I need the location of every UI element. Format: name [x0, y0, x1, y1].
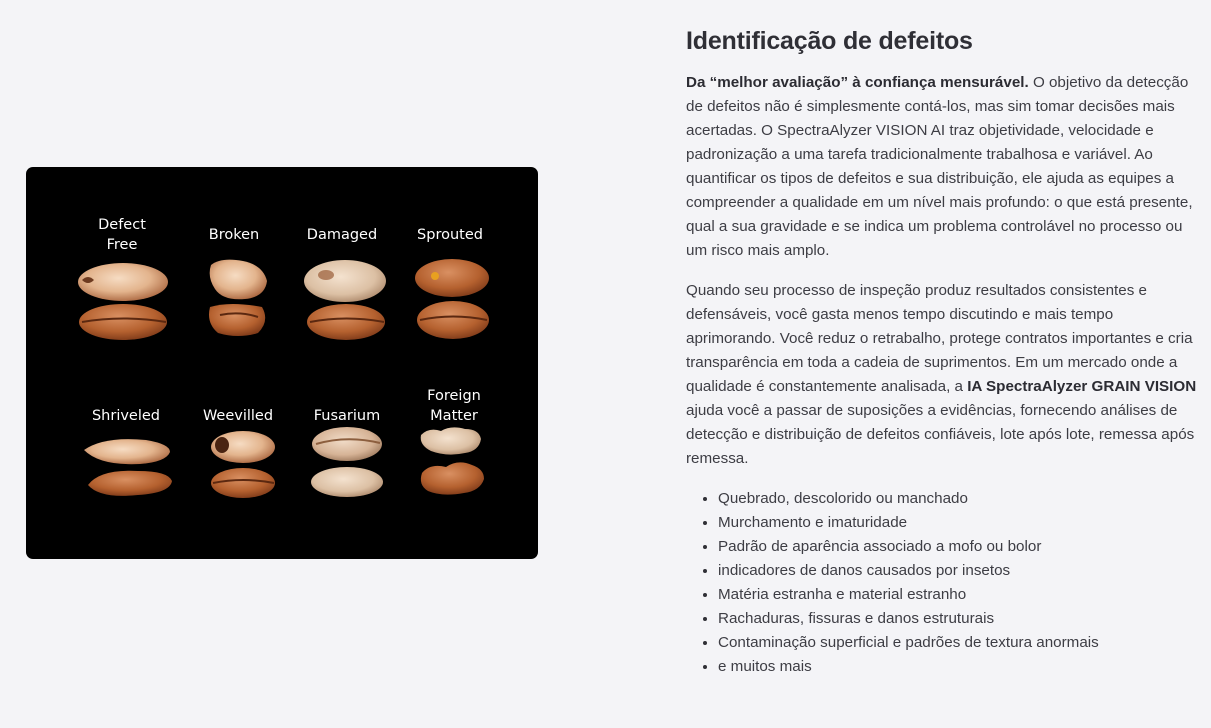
list-item: • Rachaduras, fissuras e danos estruturais [718, 607, 1201, 631]
defect-type-list [686, 487, 1201, 679]
label-foreign-matter-2: Matter [430, 408, 478, 424]
intro-lead: Da “melhor avaliação” à confiança mensurável. [686, 74, 1029, 91]
list-item: • Matéria estranha e material estranho [718, 583, 1201, 607]
grain-defects-image [26, 167, 538, 559]
grain-shriveled [84, 439, 172, 496]
label-broken: Broken [208, 227, 260, 243]
list-item: • Padrão de aparência associado a mofo ou bolor [718, 535, 1201, 559]
label-defect-free-2: Free [106, 237, 138, 253]
grain-broken [209, 260, 267, 336]
grain-defect-free [78, 263, 168, 340]
benefits-paragraph [686, 279, 1201, 471]
grain-defects-illustration [26, 167, 538, 559]
defects-section [686, 24, 1201, 679]
label-weevilled: Weevilled [202, 408, 274, 424]
grain-fusarium [311, 427, 383, 497]
label-defect-free-1: Defect [98, 217, 146, 233]
section-title: Identificação de defeitos [686, 27, 973, 55]
label-sprouted: Sprouted [417, 227, 483, 243]
list-item: • Murchamento e imaturidade [718, 511, 1201, 535]
label-fusarium: Fusarium [313, 408, 381, 424]
product-name: IA SpectraAlyzer GRAIN VISION [967, 378, 1197, 395]
intro-paragraph [686, 71, 1201, 263]
grain-weevilled [211, 431, 275, 498]
benefits-text-2: ajuda você a passar de suposições a evidências, fornecendo análises de detecção e distribuição de defeitos confiáveis, lote após lote, remessa após remessa. [686, 402, 1195, 467]
label-shriveled: Shriveled [91, 408, 161, 424]
label-foreign-matter-1: Foreign [427, 388, 481, 404]
list-item: • e muitos mais [718, 655, 1201, 679]
grain-sprouted [415, 259, 489, 339]
grain-foreign-matter [421, 427, 484, 494]
list-item: • Quebrado, descolorido ou manchado [718, 487, 1201, 511]
list-item: • indicadores de danos causados por insetos [718, 559, 1201, 583]
grain-damaged [304, 260, 386, 340]
benefits-text-1: Quando seu processo de inspeção produz resultados consistentes e defensáveis, você gasta menos tempo discutindo e mais tempo aprimorando. Você reduz o retrabalho, protege contratos importantes e cria transparência em toda a cadeia de suprimentos. Em um mercado onde a qualidade é constantemente analisada, a [686, 282, 1193, 395]
list-item: • Contaminação superficial e padrões de textura anormais [718, 631, 1201, 655]
intro-body: O objetivo da detecção de defeitos não é simplesmente contá-los, mas sim tomar decisões mais acertadas. O SpectraAlyzer VISION AI traz objetividade, velocidade e padronização a uma tarefa tradicionalmente trabalhosa e variável. Ao quantificar os tipos de defeitos e sua distribuição, ele ajuda as equipes a compreender a qualidade em um nível mais profundo: o que está presente, qual a sua gravidade e se indica um problema controlável no processo ou um risco mais amplo. [686, 74, 1193, 259]
label-damaged: Damaged [306, 227, 378, 243]
